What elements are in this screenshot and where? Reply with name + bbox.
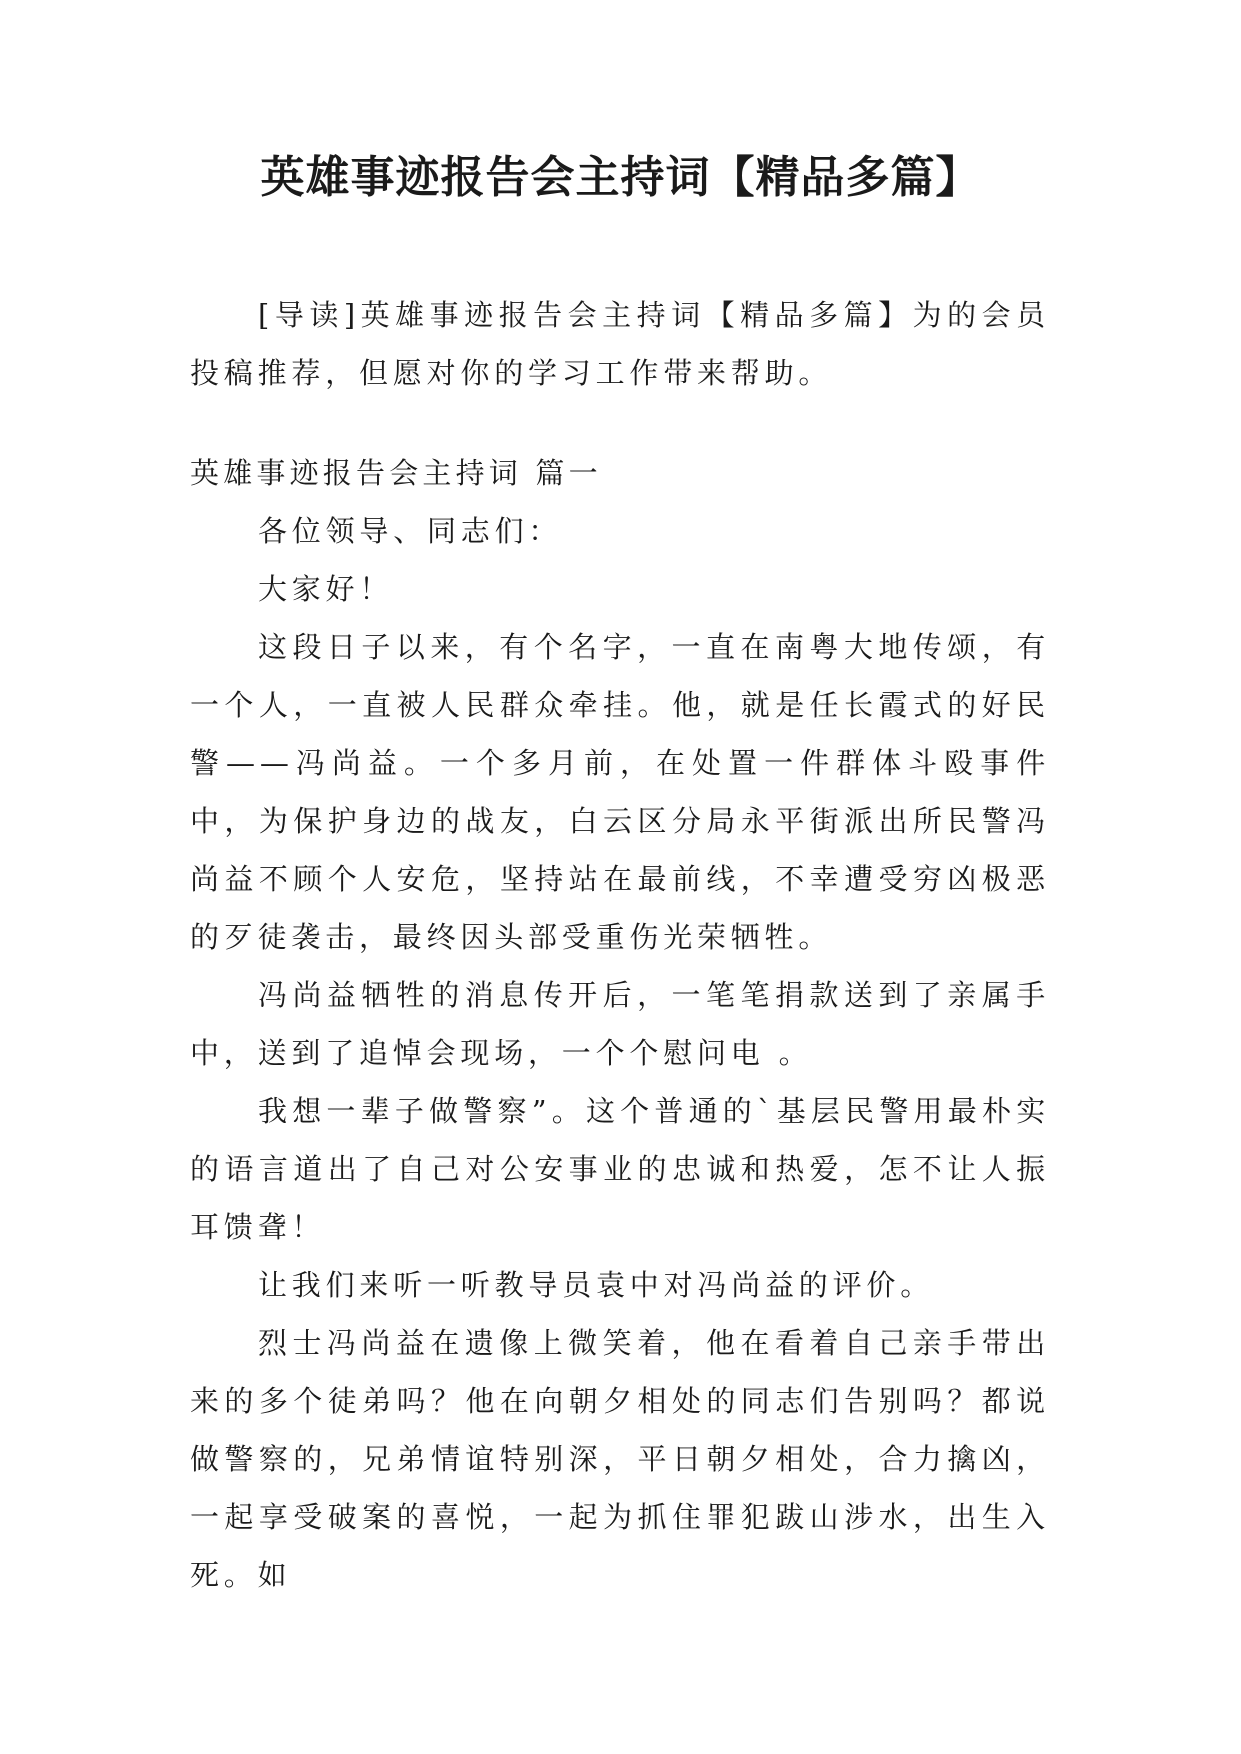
- body-paragraph: 烈士冯尚益在遗像上微笑着，他在看着自己亲手带出来的多个徒弟吗？他在向朝夕相处的同志们告别吗？都说做警察的，兄弟情谊特别深，平日朝夕相处，合力擒凶，一起享受破案的喜悦，一起为抓住罪犯跋山涉水，出生入死。如: [190, 1326, 1050, 1592]
- document-body: [190, 286, 1050, 1604]
- section-heading: 英雄事迹报告会主持词 篇一: [190, 456, 602, 490]
- body-paragraph: 各位领导、同志们：: [258, 514, 563, 548]
- document-title: 英雄事迹报告会主持词【精品多篇】: [260, 152, 981, 203]
- intro-paragraph: [导读]英雄事迹报告会主持词【精品多篇】为的会员投稿推荐，但愿对你的学习工作带来帮助。: [190, 298, 1050, 390]
- body-paragraph: 让我们来听一听教导员袁中对冯尚益的评价。: [258, 1268, 935, 1302]
- body-paragraph: 这段日子以来，有个名字，一直在南粤大地传颂，有一个人，一直被人民群众牵挂。他，就是任长霞式的好民警——冯尚益。一个多月前，在处置一件群体斗殴事件中，为保护身边的战友，白云区分局永平街派出所民警冯尚益不顾个人安危，坚持站在最前线，不幸遭受穷凶极恶的歹徒袭击，最终因头部受重伤光荣牺牲。: [190, 630, 1050, 954]
- body-paragraph: 冯尚益牺牲的消息传开后，一笔笔捐款送到了亲属手中，送到了追悼会现场，一个个慰问电 。: [190, 978, 1050, 1070]
- body-paragraph: 我想一辈子做警察”。这个普通的`基层民警用最朴实的语言道出了自己对公安事业的忠诚和热爱，怎不让人振耳馈聋！: [190, 1094, 1050, 1244]
- body-paragraph: 大家好！: [258, 572, 394, 606]
